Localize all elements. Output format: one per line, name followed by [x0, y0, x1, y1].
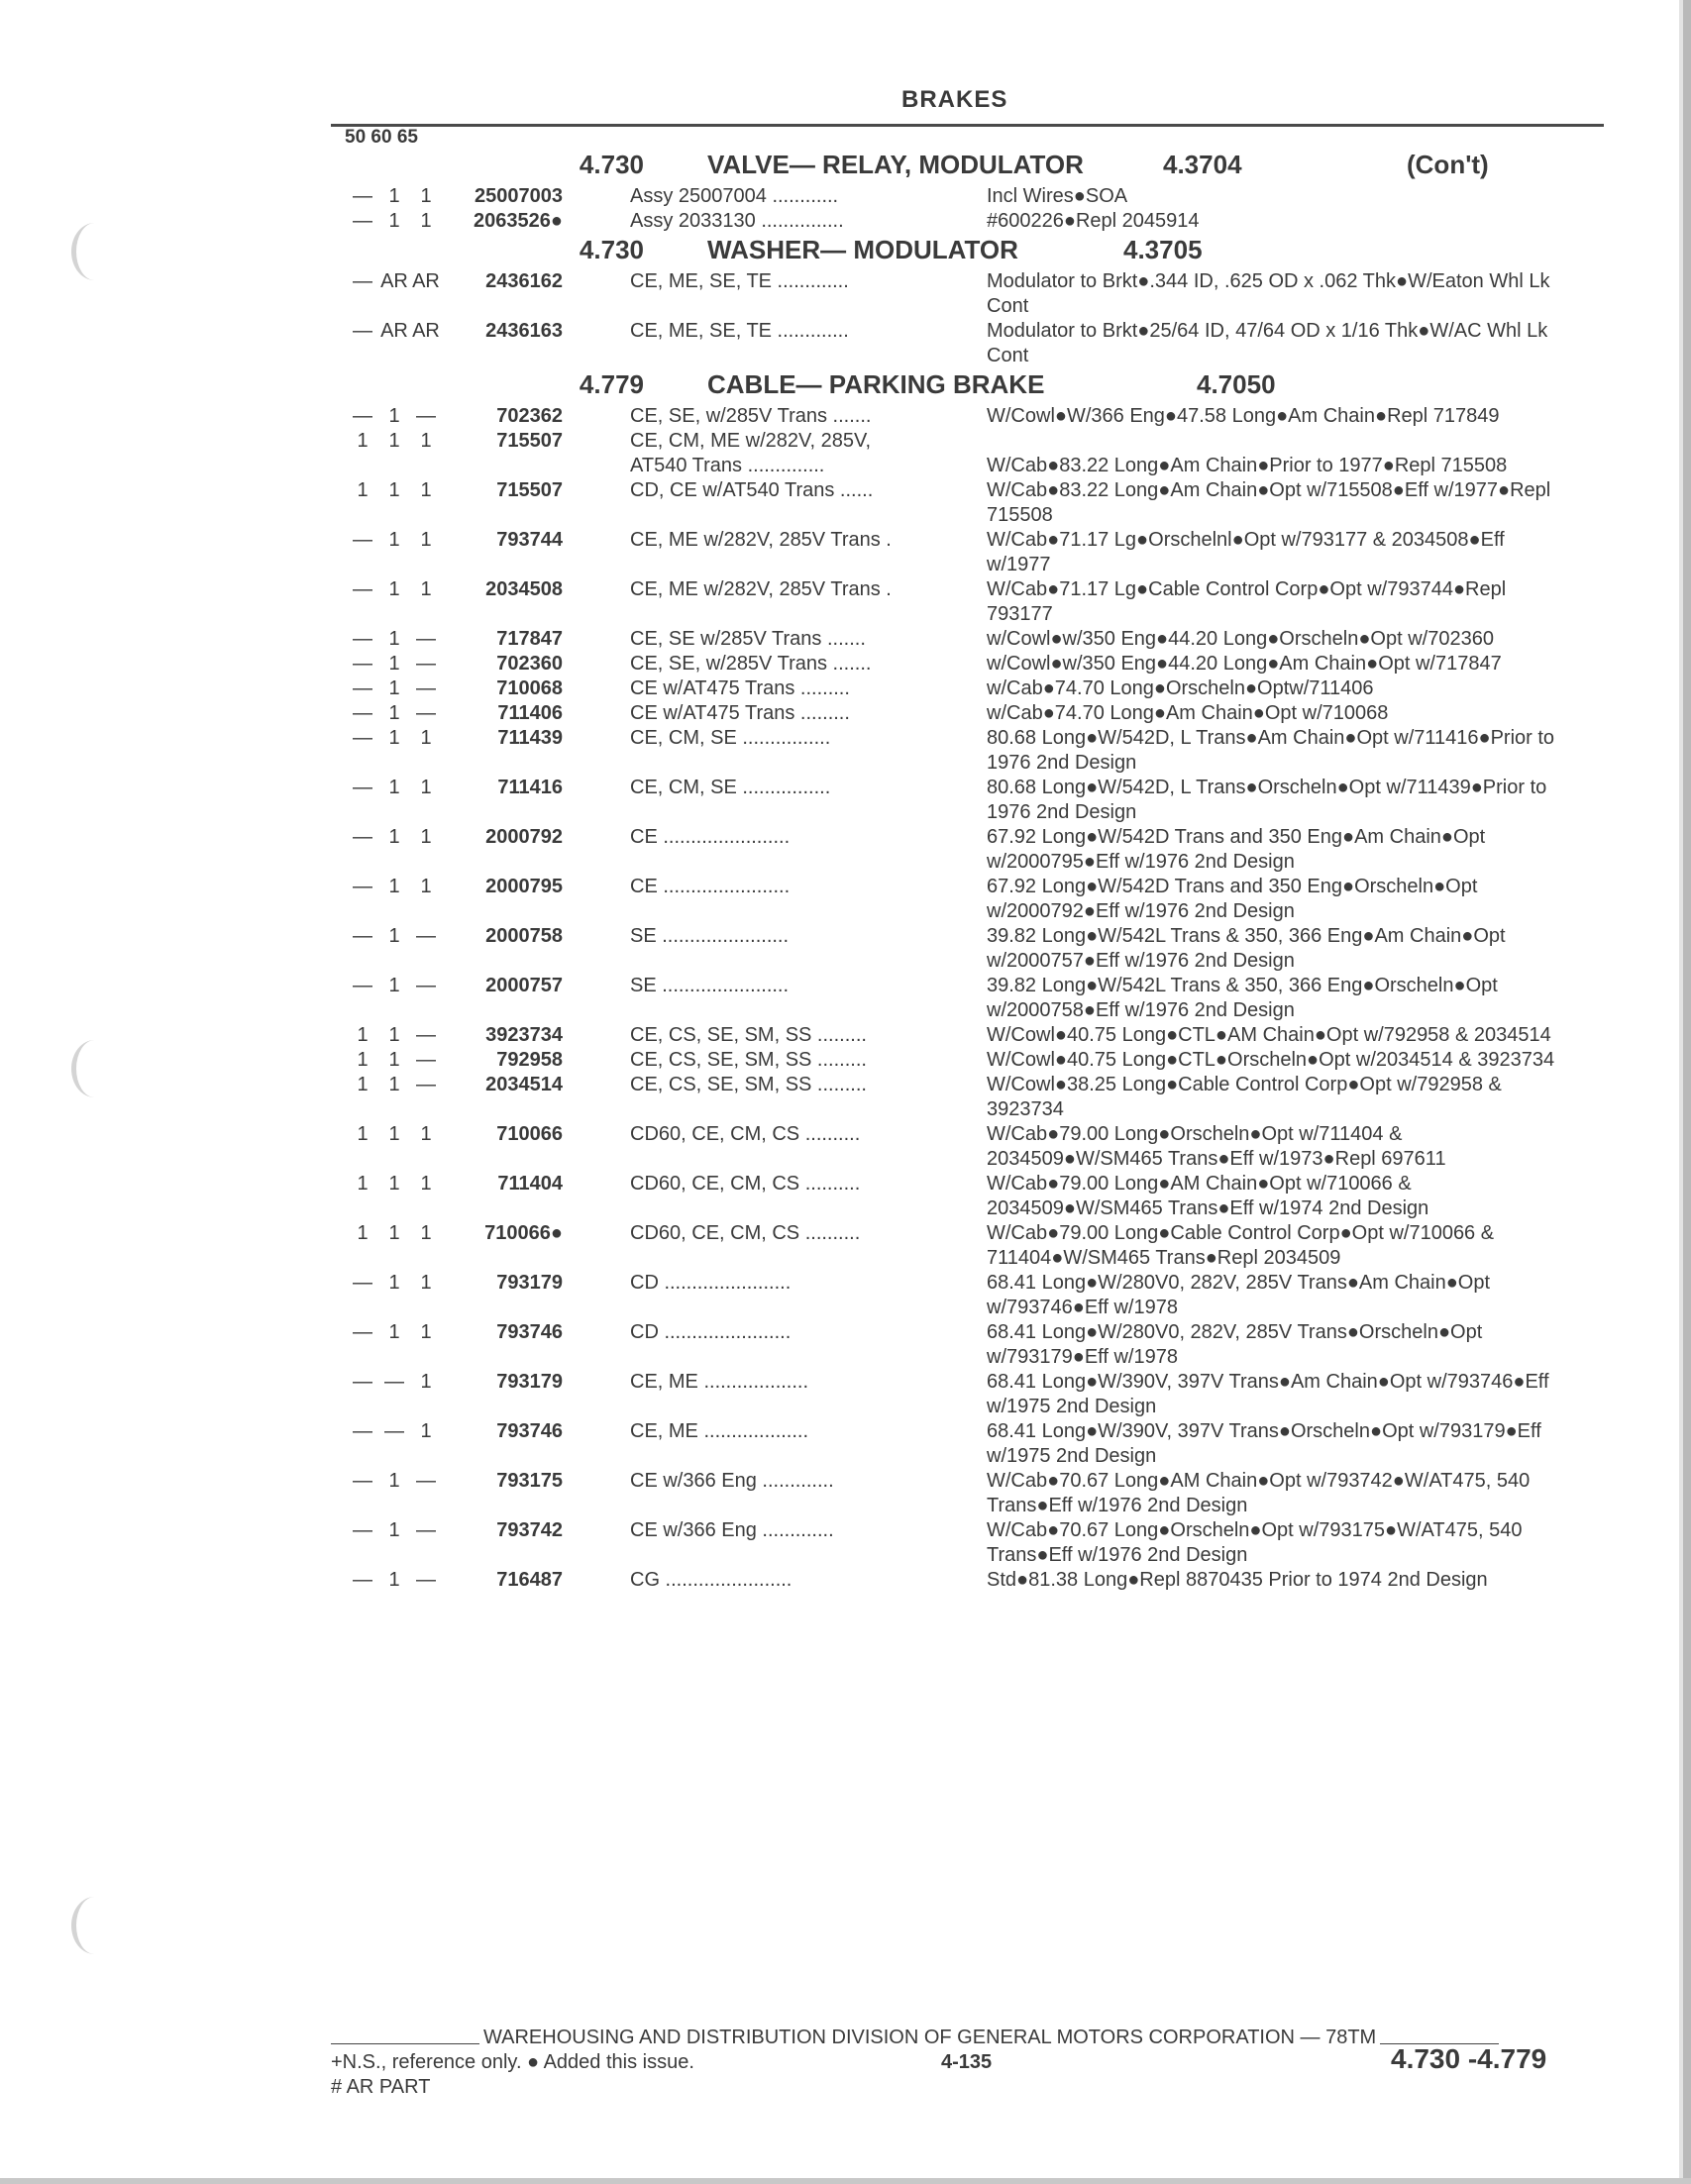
qty-1950: — — [353, 185, 372, 207]
footer-ar-note: # AR PART — [331, 2076, 431, 2098]
qty-1965: 1 — [420, 578, 432, 600]
part-row — [331, 478, 1604, 528]
qty-1960: AR — [380, 270, 408, 292]
part-description: w/Cowl●w/350 Eng●44.20 Long●Am Chain●Opt w/717847 — [987, 653, 1502, 675]
qty-1965: — — [416, 1470, 436, 1492]
part-number: 3923734 — [485, 1024, 563, 1046]
page-header — [331, 84, 1604, 124]
qty-1950: — — [353, 1470, 372, 1492]
part-row — [331, 429, 1604, 454]
part-row — [331, 577, 1604, 627]
part-row — [331, 1048, 1604, 1073]
part-number: 717847 — [496, 628, 563, 650]
parts-list — [331, 149, 1604, 1593]
part-number: 710068 — [496, 677, 563, 699]
part-description: W/Cab●79.00 Long●Orscheln●Opt w/711404 & 2034509●W/SM465 Trans●Eff w/1973●Repl 697611 — [987, 1123, 1446, 1170]
part-usage: CE, ME, SE, TE ............. — [630, 320, 849, 342]
qty-1950: — — [353, 1272, 372, 1294]
part-description: W/Cab●79.00 Long●AM Chain●Opt w/710066 & 2034509●W/SM465 Trans●Eff w/1974 2nd Design — [987, 1173, 1429, 1219]
qty-1950: — — [353, 1420, 372, 1442]
qty-1965: 1 — [420, 210, 432, 232]
qty-1950: 1 — [357, 1024, 369, 1046]
part-row — [331, 1320, 1604, 1370]
part-number: 2034514 — [485, 1074, 563, 1095]
qty-1965: — — [416, 1049, 436, 1071]
qty-1965: — — [416, 677, 436, 699]
part-row — [331, 1568, 1604, 1593]
part-description: 39.82 Long●W/542L Trans & 350, 366 Eng●Am Chain●Opt w/2000757●Eff w/1976 2nd Design — [987, 925, 1506, 972]
part-row — [331, 1518, 1604, 1568]
part-usage: AT540 Trans .............. — [630, 455, 825, 476]
punch-hole-bottom — [71, 1897, 118, 1954]
qty-1965: 1 — [420, 529, 432, 551]
qty-1960: 1 — [388, 653, 400, 675]
qty-1965: 1 — [420, 876, 432, 897]
part-description: 68.41 Long●W/280V0, 282V, 285V Trans●Am Chain●Opt w/793746●Eff w/1978 — [987, 1272, 1491, 1318]
part-usage: CE, CM, SE ................ — [630, 727, 831, 749]
section-reference: 4.7050 — [1197, 369, 1276, 399]
part-description: 68.41 Long●W/390V, 397V Trans●Am Chain●Opt w/793746●Eff w/1975 2nd Design — [987, 1371, 1549, 1417]
qty-1950: — — [353, 405, 372, 427]
part-usage: CG ....................... — [630, 1569, 793, 1591]
qty-1950: 1 — [357, 430, 369, 452]
qty-1960: 1 — [388, 628, 400, 650]
part-row — [331, 454, 1604, 478]
part-usage: CE ....................... — [630, 826, 791, 848]
part-row — [331, 1023, 1604, 1048]
part-number: 793744 — [496, 529, 563, 551]
part-description: W/Cab●83.22 Long●Am Chain●Prior to 1977●Repl 715508 — [987, 455, 1508, 476]
qty-1960: 1 — [388, 1470, 400, 1492]
part-number: 2063526● — [474, 210, 563, 232]
part-description: W/Cab●83.22 Long●Am Chain●Opt w/715508●Eff w/1977●Repl 715508 — [987, 479, 1551, 526]
footer-rule-left — [331, 2043, 479, 2044]
qty-1960: — — [384, 1371, 404, 1393]
part-row — [331, 209, 1604, 234]
part-usage: CD60, CE, CM, CS .......... — [630, 1173, 861, 1195]
qty-1950: 1 — [357, 1222, 369, 1244]
qty-1950: — — [353, 777, 372, 798]
qty-1965: — — [416, 653, 436, 675]
qty-1950: 1 — [357, 1074, 369, 1095]
page-title: BRAKES — [901, 86, 1008, 113]
part-number: 711406 — [497, 702, 563, 724]
qty-1965: AR — [412, 270, 440, 292]
part-number: 792958 — [496, 1049, 563, 1071]
qty-1965: — — [416, 925, 436, 947]
qty-1965: 1 — [420, 185, 432, 207]
qty-1965: 1 — [420, 727, 432, 749]
qty-1960: 1 — [388, 185, 400, 207]
qty-1950: — — [353, 653, 372, 675]
qty-1960: 1 — [388, 1272, 400, 1294]
part-number: 2000792 — [485, 826, 563, 848]
part-row — [331, 627, 1604, 652]
part-number: 793746 — [496, 1420, 563, 1442]
part-description: W/Cab●70.67 Long●AM Chain●Opt w/793742●W/AT475, 540 Trans●Eff w/1976 2nd Design — [987, 1470, 1531, 1516]
part-usage: SE ....................... — [630, 925, 790, 947]
qty-1965: 1 — [420, 777, 432, 798]
part-description: W/Cowl●W/366 Eng●47.58 Long●Am Chain●Repl 717849 — [987, 405, 1500, 427]
page-number: 4-135 — [941, 2051, 993, 2073]
qty-1960: 1 — [388, 826, 400, 848]
part-usage: CD, CE w/AT540 Trans ...... — [630, 479, 874, 501]
part-usage: CE, SE, w/285V Trans ....... — [630, 405, 872, 427]
part-number: 793175 — [496, 1470, 563, 1492]
part-row — [331, 701, 1604, 726]
part-description: Std●81.38 Long●Repl 8870435 Prior to 1974 2nd Design — [987, 1569, 1488, 1591]
qty-1965: 1 — [420, 1371, 432, 1393]
part-description: 67.92 Long●W/542D Trans and 350 Eng●Am Chain●Opt w/2000795●Eff w/1976 2nd Design — [987, 826, 1486, 873]
part-row — [331, 726, 1604, 776]
part-row — [331, 1370, 1604, 1419]
punch-hole-top — [71, 223, 118, 280]
qty-1960: 1 — [388, 1049, 400, 1071]
footer-division: WAREHOUSING AND DISTRIBUTION DIVISION OF GENERAL MOTORS CORPORATION — 78TM — [483, 2027, 1377, 2048]
qty-1960: 1 — [388, 1569, 400, 1591]
qty-1950: — — [353, 975, 372, 996]
qty-1965: 1 — [420, 1123, 432, 1145]
qty-1960: 1 — [388, 529, 400, 551]
catalog-page — [331, 84, 1604, 1593]
part-number: 2436163 — [485, 320, 563, 342]
qty-1960: 1 — [388, 925, 400, 947]
qty-1960: 1 — [388, 876, 400, 897]
section-continued: (Con't) — [1407, 150, 1489, 179]
part-description: 68.41 Long●W/280V0, 282V, 285V Trans●Orscheln●Opt w/793179●Eff w/1978 — [987, 1321, 1483, 1368]
part-description: w/Cowl●w/350 Eng●44.20 Long●Orscheln●Opt w/702360 — [987, 628, 1494, 650]
part-usage: CD60, CE, CM, CS .......... — [630, 1123, 861, 1145]
qty-1965: — — [416, 1024, 436, 1046]
qty-1960: — — [384, 1420, 404, 1442]
part-row — [331, 676, 1604, 701]
qty-1965: 1 — [420, 1272, 432, 1294]
part-description: 39.82 Long●W/542L Trans & 350, 366 Eng●Orscheln●Opt w/2000758●Eff w/1976 2nd Design — [987, 975, 1498, 1021]
part-usage: CE, SE w/285V Trans ....... — [630, 628, 866, 650]
part-usage: CE, CM, SE ................ — [630, 777, 831, 798]
qty-1965: 1 — [420, 1222, 432, 1244]
part-number: 2000795 — [485, 876, 563, 897]
part-number: 702360 — [496, 653, 563, 675]
section-title: CABLE— PARKING BRAKE — [707, 369, 1045, 399]
section-title: WASHER— MODULATOR — [707, 235, 1018, 264]
part-description: w/Cab●74.70 Long●Am Chain●Opt w/710068 — [987, 702, 1389, 724]
part-description: W/Cowl●40.75 Long●CTL●Orscheln●Opt w/2034514 & 3923734 — [987, 1049, 1555, 1071]
qty-1960: 1 — [388, 1173, 400, 1195]
part-description: 80.68 Long●W/542D, L Trans●Orscheln●Opt w/711439●Prior to 1976 2nd Design — [987, 777, 1547, 823]
part-description: 67.92 Long●W/542D Trans and 350 Eng●Orscheln●Opt w/2000792●Eff w/1976 2nd Design — [987, 876, 1478, 922]
qty-1965: 1 — [420, 826, 432, 848]
part-number: 711439 — [497, 727, 563, 749]
part-number: 711416 — [497, 777, 563, 798]
qty-1950: — — [353, 702, 372, 724]
part-row — [331, 269, 1604, 319]
qty-1950: — — [353, 270, 372, 292]
qty-1965: 1 — [420, 479, 432, 501]
part-usage: Assy 25007004 ............ — [630, 185, 839, 207]
part-description: W/Cab●71.17 Lg●Orschelnl●Opt w/793177 & 2034508●Eff w/1977 — [987, 529, 1505, 575]
part-usage: CE, ME ................... — [630, 1371, 809, 1393]
qty-1960: 1 — [388, 430, 400, 452]
qty-1960: 1 — [388, 1519, 400, 1541]
section-title: VALVE— RELAY, MODULATOR — [707, 150, 1084, 179]
part-usage: CE w/AT475 Trans ......... — [630, 677, 850, 699]
qty-1950: 1 — [357, 1049, 369, 1071]
part-row — [331, 1419, 1604, 1469]
qty-1965: 1 — [420, 1321, 432, 1343]
part-usage: CE, ME w/282V, 285V Trans . — [630, 578, 892, 600]
qty-1965: — — [416, 975, 436, 996]
qty-1960: 1 — [388, 975, 400, 996]
qty-1960: 1 — [388, 777, 400, 798]
part-row — [331, 924, 1604, 974]
qty-1950: — — [353, 826, 372, 848]
qty-1950: 1 — [357, 1123, 369, 1145]
part-number: 710066● — [484, 1222, 563, 1244]
part-description: 80.68 Long●W/542D, L Trans●Am Chain●Opt w/711416●Prior to 1976 2nd Design — [987, 727, 1555, 774]
qty-1950: — — [353, 1569, 372, 1591]
part-number: 793179 — [496, 1371, 563, 1393]
qty-1960: 1 — [388, 1024, 400, 1046]
part-usage: Assy 2033130 ............... — [630, 210, 844, 232]
part-row — [331, 319, 1604, 368]
part-usage: CE, SE, w/285V Trans ....... — [630, 653, 872, 675]
part-row — [331, 875, 1604, 924]
part-description: Modulator to Brkt●.344 ID, .625 OD x .062 Thk●W/Eaton Whl Lk Cont — [987, 270, 1550, 317]
part-description: W/Cowl●40.75 Long●CTL●AM Chain●Opt w/792958 & 2034514 — [987, 1024, 1551, 1046]
part-description: W/Cab●70.67 Long●Orscheln●Opt w/793175●W/AT475, 540 Trans●Eff w/1976 2nd Design — [987, 1519, 1523, 1566]
qty-1965: — — [416, 1519, 436, 1541]
section-header — [331, 149, 1604, 184]
qty-1950: — — [353, 727, 372, 749]
part-number: 715507 — [496, 430, 563, 452]
part-usage: SE ....................... — [630, 975, 790, 996]
page-edge — [1683, 0, 1691, 2184]
part-row — [331, 1469, 1604, 1518]
section-reference: 4.3704 — [1163, 150, 1242, 179]
part-row — [331, 1172, 1604, 1221]
section-header — [331, 368, 1604, 404]
part-number: 716487 — [496, 1569, 563, 1591]
qty-1950: — — [353, 320, 372, 342]
part-row — [331, 974, 1604, 1023]
section-number: 4.730 — [579, 235, 644, 264]
part-row — [331, 1271, 1604, 1320]
part-usage: CD ....................... — [630, 1321, 792, 1343]
qty-1960: 1 — [388, 1123, 400, 1145]
qty-1960: 1 — [388, 677, 400, 699]
part-row — [331, 825, 1604, 875]
qty-1965: 1 — [420, 1420, 432, 1442]
qty-1950: — — [353, 925, 372, 947]
part-row — [331, 1221, 1604, 1271]
qty-1960: 1 — [388, 405, 400, 427]
qty-1960: 1 — [388, 1222, 400, 1244]
qty-1960: AR — [380, 320, 408, 342]
qty-1960: 1 — [388, 578, 400, 600]
section-number: 4.779 — [579, 369, 644, 399]
qty-1950: — — [353, 1371, 372, 1393]
part-number: 2034508 — [485, 578, 563, 600]
part-number: 715507 — [496, 479, 563, 501]
part-usage: CE w/366 Eng ............. — [630, 1470, 834, 1492]
part-description: Incl Wires●SOA — [987, 185, 1128, 207]
qty-1960: 1 — [388, 702, 400, 724]
part-description: 68.41 Long●W/390V, 397V Trans●Orscheln●Opt w/793179●Eff w/1975 2nd Design — [987, 1420, 1541, 1467]
section-number: 4.730 — [579, 150, 644, 179]
part-description: W/Cowl●38.25 Long●Cable Control Corp●Opt w/792958 & 3923734 — [987, 1074, 1502, 1120]
part-row — [331, 528, 1604, 577]
qty-1965: 1 — [420, 430, 432, 452]
part-usage: CE, ME, SE, TE ............. — [630, 270, 849, 292]
qty-1965: — — [416, 405, 436, 427]
qty-1965: — — [416, 628, 436, 650]
qty-1950: — — [353, 1519, 372, 1541]
qty-1950: — — [353, 628, 372, 650]
part-description: #600226●Repl 2045914 — [987, 210, 1200, 232]
part-number: 793746 — [496, 1321, 563, 1343]
part-usage: CE, CM, ME w/282V, 285V, — [630, 430, 872, 452]
part-row — [331, 776, 1604, 825]
part-usage: CE, CS, SE, SM, SS ......... — [630, 1074, 867, 1095]
part-number: 793742 — [496, 1519, 563, 1541]
part-number: 2000757 — [485, 975, 563, 996]
section-reference: 4.3705 — [1123, 235, 1203, 264]
part-row — [331, 652, 1604, 676]
year-column-headers: 50 60 65 — [345, 127, 418, 148]
part-usage: CE w/AT475 Trans ......... — [630, 702, 850, 724]
part-usage: CE, ME ................... — [630, 1420, 809, 1442]
part-usage: CE w/366 Eng ............. — [630, 1519, 834, 1541]
part-usage: CE, CS, SE, SM, SS ......... — [630, 1024, 867, 1046]
qty-1960: 1 — [388, 1074, 400, 1095]
part-number: 711404 — [497, 1173, 563, 1195]
page-range: 4.730 -4.779 — [1391, 2043, 1547, 2074]
footer-row — [331, 2043, 1604, 2075]
part-number: 25007003 — [475, 185, 563, 207]
qty-1950: — — [353, 210, 372, 232]
part-description: Modulator to Brkt●25/64 ID, 47/64 OD x 1/16 Thk●W/AC Whl Lk Cont — [987, 320, 1548, 366]
qty-1950: — — [353, 876, 372, 897]
qty-1950: — — [353, 529, 372, 551]
footer-legend: +N.S., reference only. ● Added this issue. — [331, 2051, 694, 2073]
qty-1965: 1 — [420, 1173, 432, 1195]
page-bottom-edge — [0, 2178, 1691, 2184]
qty-1960: 1 — [388, 1321, 400, 1343]
qty-1950: 1 — [357, 479, 369, 501]
qty-1965: — — [416, 1569, 436, 1591]
part-row — [331, 1073, 1604, 1122]
section-header — [331, 234, 1604, 269]
part-row — [331, 1122, 1604, 1172]
part-number: 702362 — [496, 405, 563, 427]
part-description: W/Cab●71.17 Lg●Cable Control Corp●Opt w/793744●Repl 793177 — [987, 578, 1507, 625]
qty-1950: — — [353, 1321, 372, 1343]
qty-1950: — — [353, 578, 372, 600]
punch-hole-middle — [71, 1040, 118, 1097]
part-number: 710066 — [496, 1123, 563, 1145]
part-number: 793179 — [496, 1272, 563, 1294]
part-usage: CE, ME w/282V, 285V Trans . — [630, 529, 892, 551]
qty-1950: 1 — [357, 1173, 369, 1195]
page-footer — [331, 2026, 1604, 2100]
qty-1960: 1 — [388, 210, 400, 232]
qty-1965: — — [416, 702, 436, 724]
qty-1950: — — [353, 677, 372, 699]
part-usage: CD ....................... — [630, 1272, 792, 1294]
qty-1960: 1 — [388, 727, 400, 749]
qty-1960: 1 — [388, 479, 400, 501]
part-usage: CE ....................... — [630, 876, 791, 897]
qty-1965: AR — [412, 320, 440, 342]
part-number: 2000758 — [485, 925, 563, 947]
qty-1965: — — [416, 1074, 436, 1095]
part-row — [331, 404, 1604, 429]
part-usage: CE, CS, SE, SM, SS ......... — [630, 1049, 867, 1071]
part-description: w/Cab●74.70 Long●Orscheln●Optw/711406 — [987, 677, 1374, 699]
part-description: W/Cab●79.00 Long●Cable Control Corp●Opt w/710066 & 711404●W/SM465 Trans●Repl 2034509 — [987, 1222, 1495, 1269]
part-usage: CD60, CE, CM, CS .......... — [630, 1222, 861, 1244]
part-row — [331, 184, 1604, 209]
part-number: 2436162 — [485, 270, 563, 292]
